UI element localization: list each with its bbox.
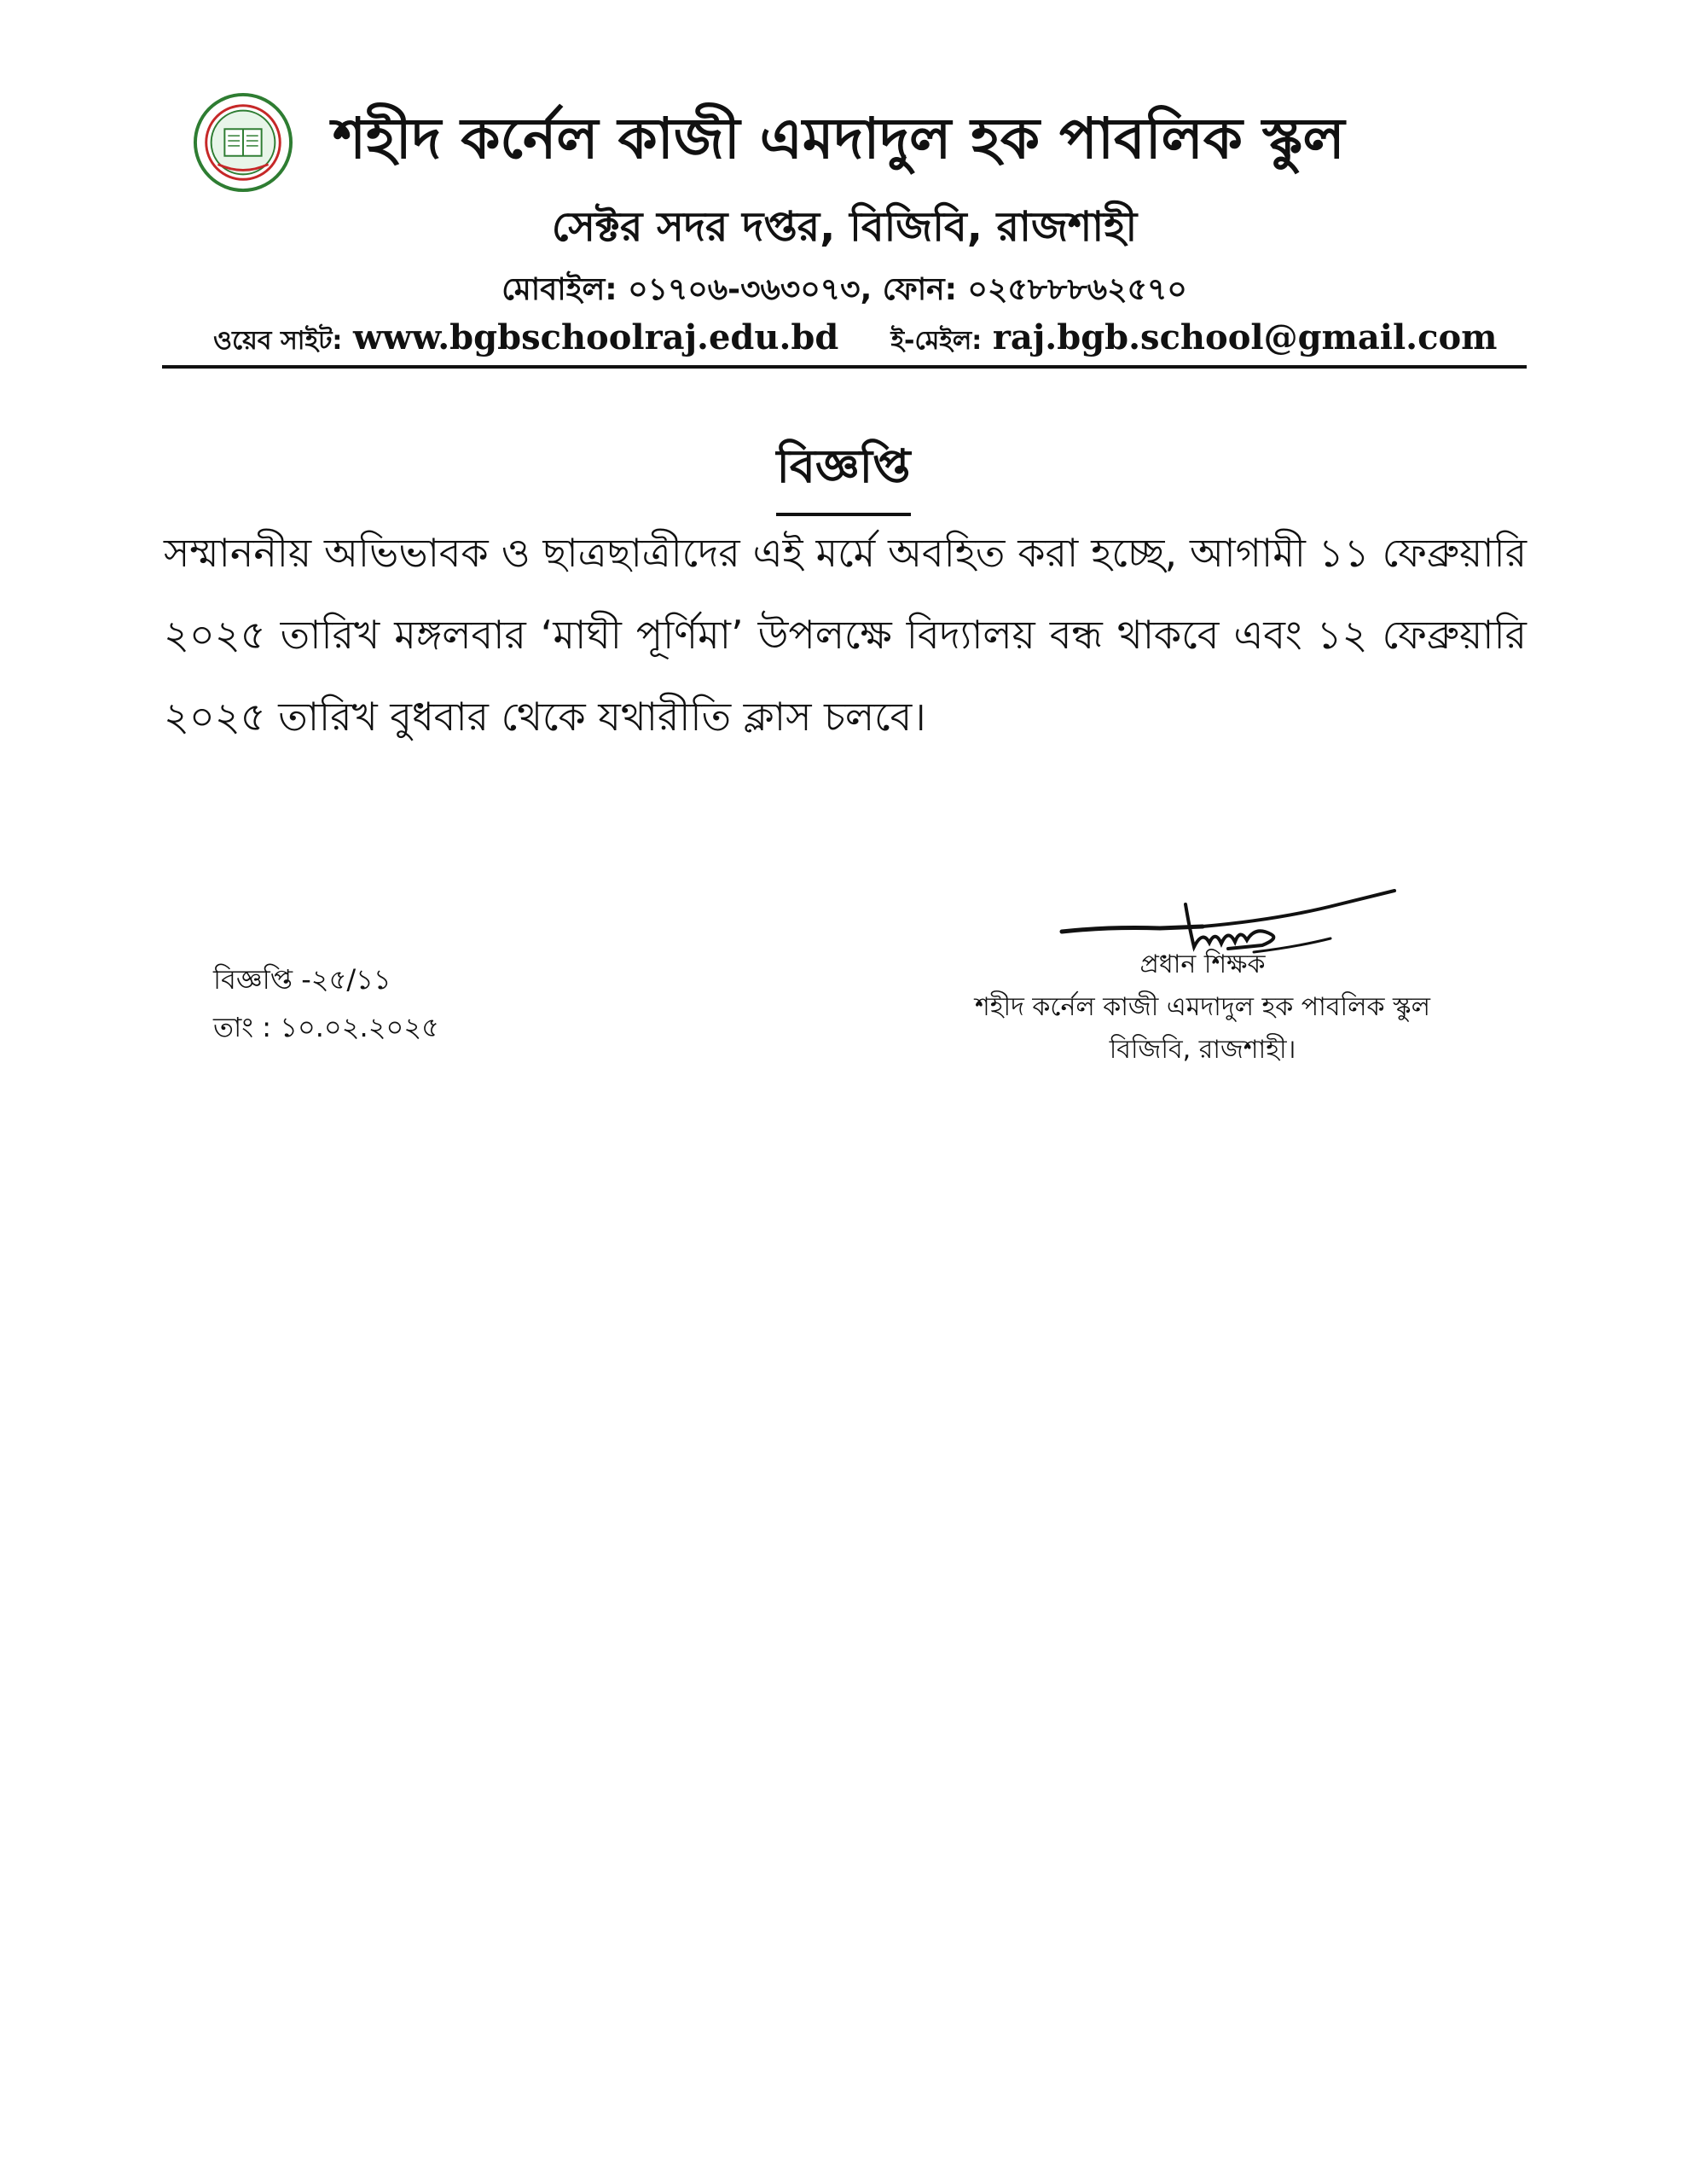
signature-block [930, 879, 1475, 1066]
notice-reference: বিজ্ঞপ্তি -২৫/১১ [213, 963, 391, 996]
notice-date: তাং : ১০.০২.২০২৫ [213, 1011, 439, 1043]
email-link[interactable]: raj.bgb.school@gmail.com [992, 317, 1498, 357]
notice-title [0, 431, 1687, 516]
signatory-details [930, 944, 1475, 1072]
notice-body: সম্মাননীয় অভিভাবক ও ছাত্রছাত্রীদের এই মর্মে অবহিত করা হচ্ছে, আগামী ১১ ফেব্রুয়ারি ২০২৫ তারিখ মঙ্গলবার ‘মাঘী পূর্ণিমা’ উপলক্ষে বিদ্যালয় বন্ধ থাকবে এবং ১২ ফেব্রুয়ারি ২০২৫ তারিখ বুধবার থেকে যথারীতি ক্লাস চলবে। [164, 530, 1527, 740]
school-name: শহীদ কর্নেল কাজী এমদাদুল হক পাবলিক স্কুল [333, 106, 1345, 171]
contact-numbers: মোবাইল: ০১৭০৬-৩৬৩০৭৩, ফোন: ০২৫৮৮৮৬২৫৭০ [501, 272, 1187, 307]
signatory-school: শহীদ কর্নেল কাজী এমদাদুল হক পাবলিক স্কুল [975, 992, 1430, 1022]
signatory-title: প্রধান শিক্ষক [1139, 950, 1266, 979]
website-link[interactable]: www.bgbschoolraj.edu.bd [352, 317, 839, 357]
school-address: সেক্টর সদর দপ্তর, বিজিবি, রাজশাহী [551, 203, 1138, 251]
school-emblem-icon [193, 92, 293, 193]
email-label: ই-মেইল: [890, 326, 983, 356]
signatory-place: বিজিবি, রাজশাহী। [1109, 1035, 1296, 1065]
notice-reference-block [213, 956, 439, 1051]
web-contact-row [213, 317, 1497, 363]
website-label: ওয়েব সাইট: [213, 326, 343, 356]
notice-title-text: বিজ্ঞপ্তি [776, 431, 910, 516]
header-divider [162, 365, 1527, 369]
